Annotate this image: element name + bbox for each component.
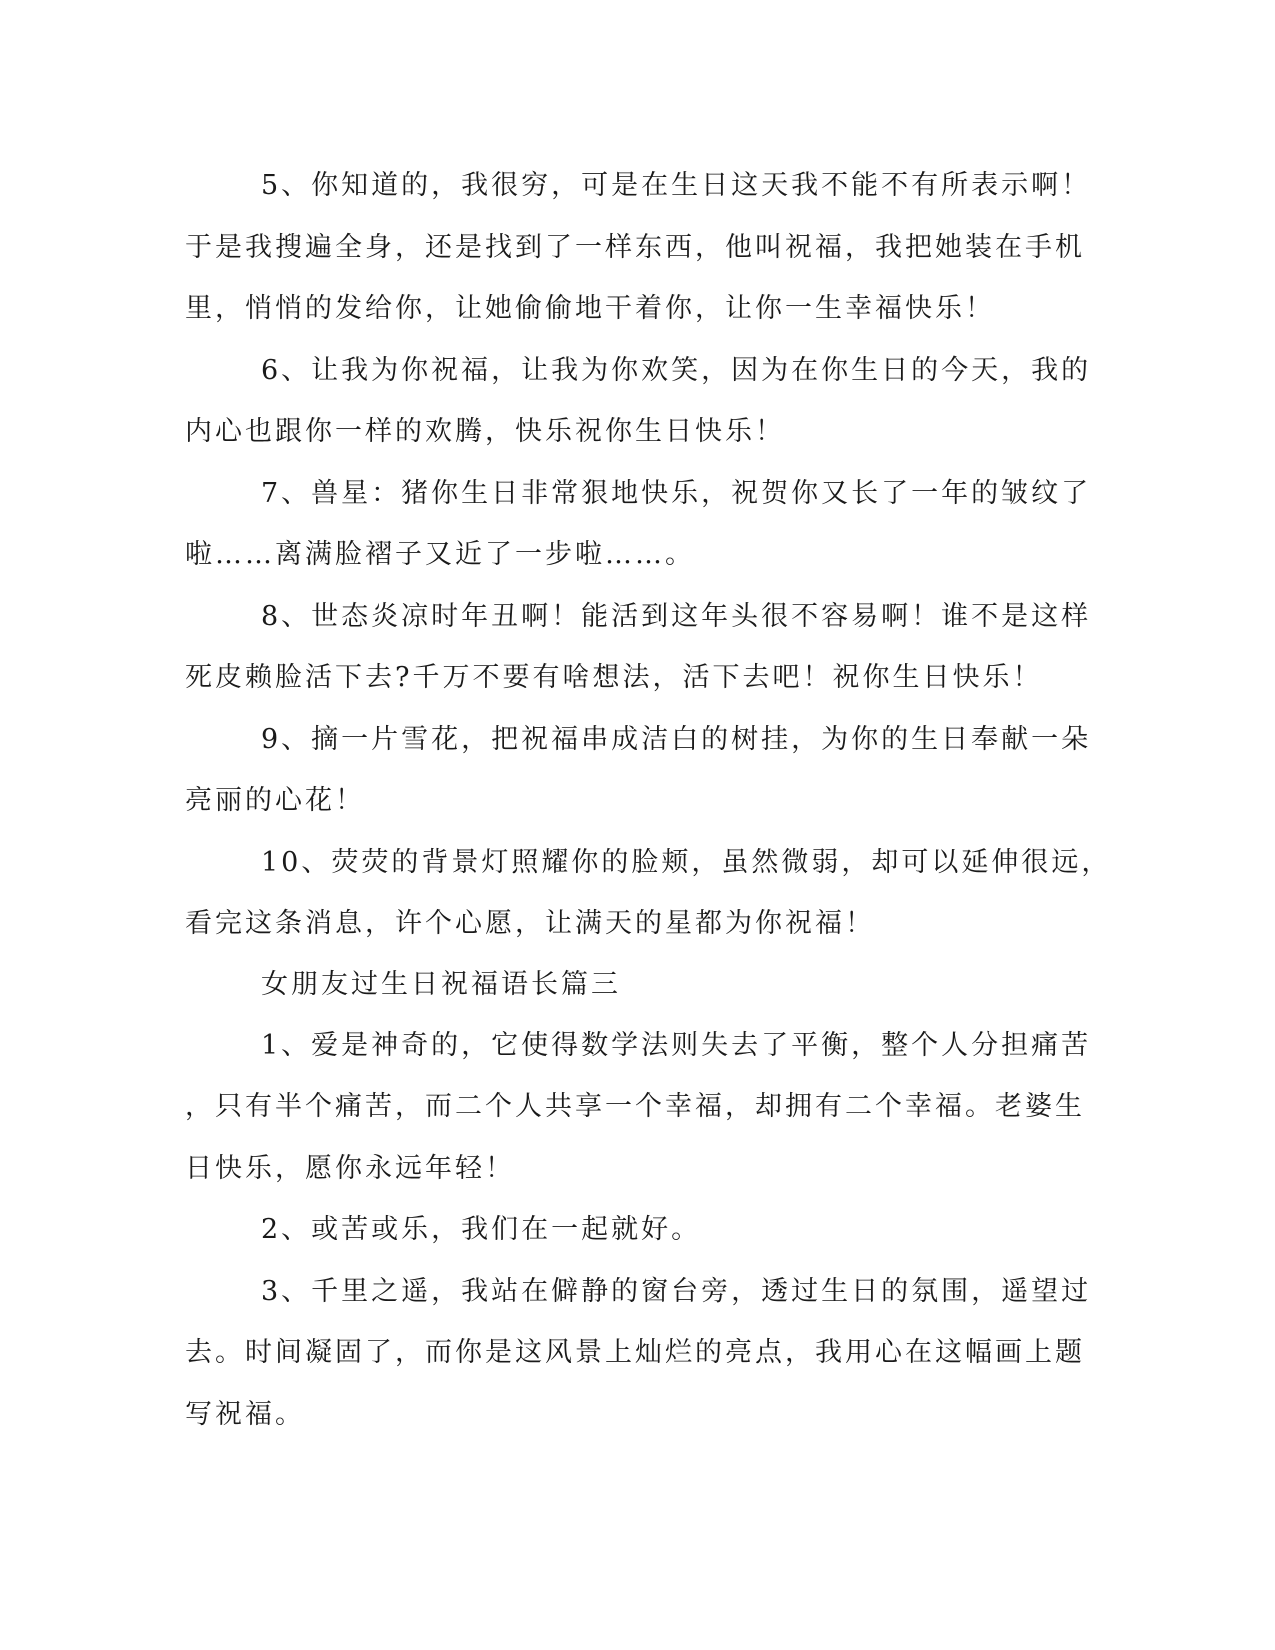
text-line: 6、让我为你祝福，让我为你欢笑，因为在你生日的今天，我的: [261, 354, 1092, 386]
text-line: 看完这条消息，许个心愿，让满天的星都为你祝福！: [185, 908, 875, 939]
text-line: 3、千里之遥，我站在僻静的窗台旁，透过生日的氛围，遥望过: [261, 1275, 1092, 1307]
section-heading: 女朋友过生日祝福语长篇三: [261, 968, 621, 1000]
text-line: 内心也跟你一样的欢腾，快乐祝你生日快乐！: [185, 416, 785, 447]
text-line: 亮丽的心花！: [185, 785, 365, 816]
text-line: 于是我搜遍全身，还是找到了一样东西，他叫祝福，我把她装在手机: [185, 231, 1085, 263]
text-line: 10、荧荧的背景灯照耀你的脸颊，虽然微弱，却可以延伸很远，: [261, 846, 1112, 878]
text-line: 写祝福。: [185, 1398, 305, 1430]
text-line: 去。时间凝固了，而你是这风景上灿烂的亮点，我用心在这幅画上题: [185, 1337, 1085, 1368]
text-line: 8、世态炎凉时年丑啊！能活到这年头很不容易啊！谁不是这样: [261, 600, 1092, 632]
text-line: ，只有半个痛苦，而二个人共享一个幸福，却拥有二个幸福。老婆生: [185, 1091, 1085, 1122]
text-line: 死皮赖脸活下去?千万不要有啥想法，活下去吧！祝你生日快乐！: [185, 662, 1043, 693]
text-line: 5、你知道的，我很穷，可是在生日这天我不能不有所表示啊！: [261, 170, 1092, 201]
document-page: [185, 155, 1112, 1445]
text-line: 9、摘一片雪花，把祝福串成洁白的树挂，为你的生日奉献一朵: [261, 723, 1092, 755]
text-line: 7、兽星：猪你生日非常狠地快乐，祝贺你又长了一年的皱纹了: [261, 477, 1092, 509]
text-line: 1、爱是神奇的，它使得数学法则失去了平衡，整个人分担痛苦: [261, 1029, 1092, 1061]
text-line: 日快乐，愿你永远年轻！: [185, 1152, 515, 1184]
text-line: 2、或苦或乐，我们在一起就好。: [261, 1214, 702, 1245]
text-line: 啦……离满脸褶子又近了一步啦……。: [185, 539, 695, 570]
text-line: 里，悄悄的发给你，让她偷偷地干着你，让你一生幸福快乐！: [185, 293, 995, 324]
